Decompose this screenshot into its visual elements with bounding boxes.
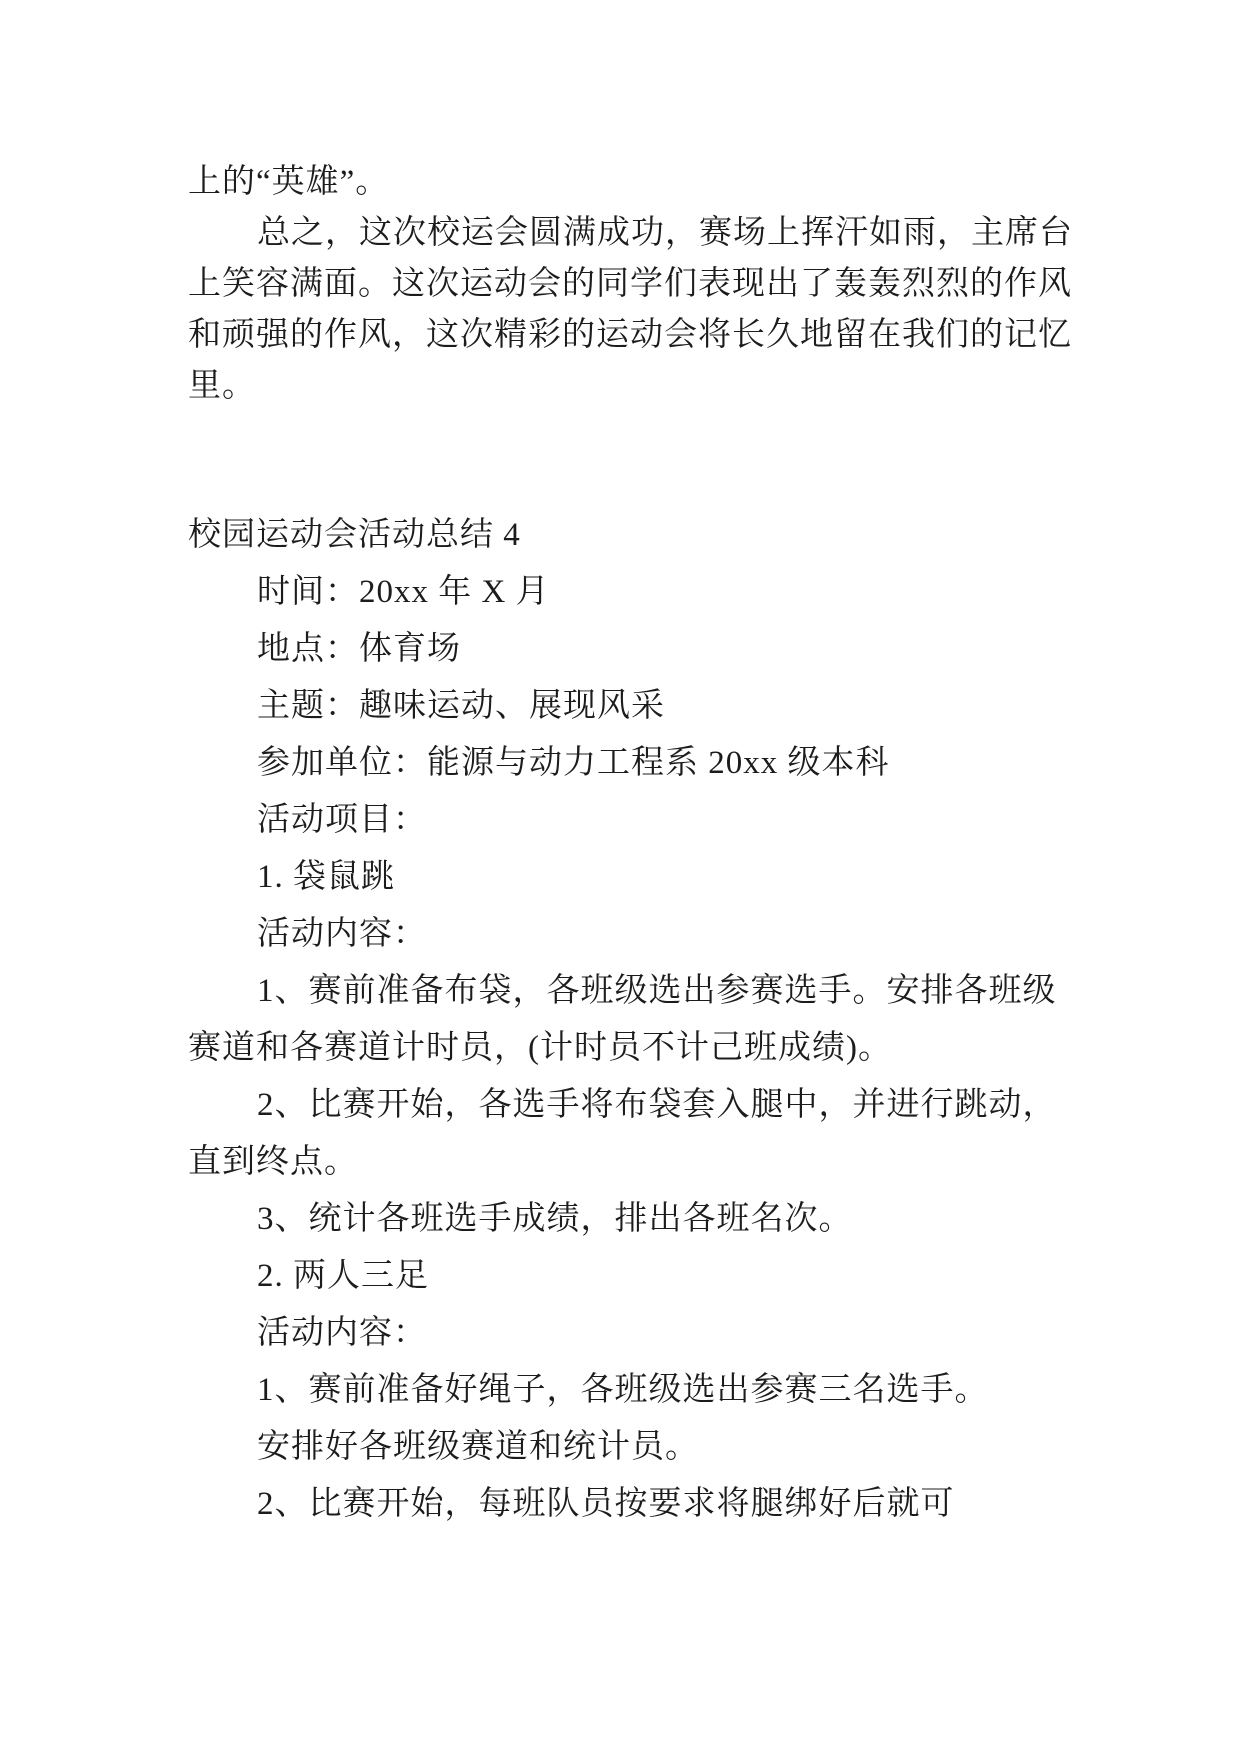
text-line: 1、赛前准备好绳子，各班级选出参赛三名选手。	[257, 1372, 989, 1408]
blank-line	[188, 412, 1093, 507]
text-line: 安排好各班级赛道和统计员。	[257, 1429, 699, 1465]
text-line: 地点：体育场	[257, 631, 461, 667]
text-line: 活动内容：	[257, 916, 427, 952]
text-line: 里。	[188, 368, 256, 404]
text-line: 1. 袋鼠跳	[257, 859, 395, 895]
text-line: 活动内容：	[257, 1315, 427, 1351]
text-line: 3、统计各班选手成绩，排出各班名次。	[257, 1201, 853, 1237]
text-line: 1、赛前准备布袋，各班级选出参赛选手。安排各班级	[257, 973, 1057, 1009]
text-line: 和顽强的作风，这次精彩的运动会将长久地留在我们的记忆	[188, 317, 1072, 353]
section-heading-line: 校园运动会活动总结 4	[188, 517, 521, 553]
text-line: 总之，这次校运会圆满成功，赛场上挥汗如雨，主席台	[257, 215, 1073, 251]
text-line: 2、比赛开始，每班队员按要求将腿绑好后就可	[257, 1486, 955, 1522]
text-line: 2. 两人三足	[257, 1258, 429, 1294]
text-line: 时间：20xx 年 X 月	[257, 574, 550, 610]
document-body	[188, 157, 1093, 1533]
text-line: 直到终点。	[188, 1144, 358, 1180]
text-line: 活动项目：	[257, 802, 427, 838]
text-line: 参加单位：能源与动力工程系 20xx 级本科	[257, 745, 890, 781]
text-line: 赛道和各赛道计时员，(计时员不计己班成绩)。	[188, 1030, 892, 1066]
text-line: 2、比赛开始，各选手将布袋套入腿中，并进行跳动，	[257, 1087, 1057, 1123]
text-line: 上笑容满面。这次运动会的同学们表现出了轰轰烈烈的作风	[188, 266, 1072, 302]
text-line: 主题：趣味运动、展现风采	[257, 688, 665, 724]
text-line: 上的“英雄”。	[188, 164, 390, 200]
